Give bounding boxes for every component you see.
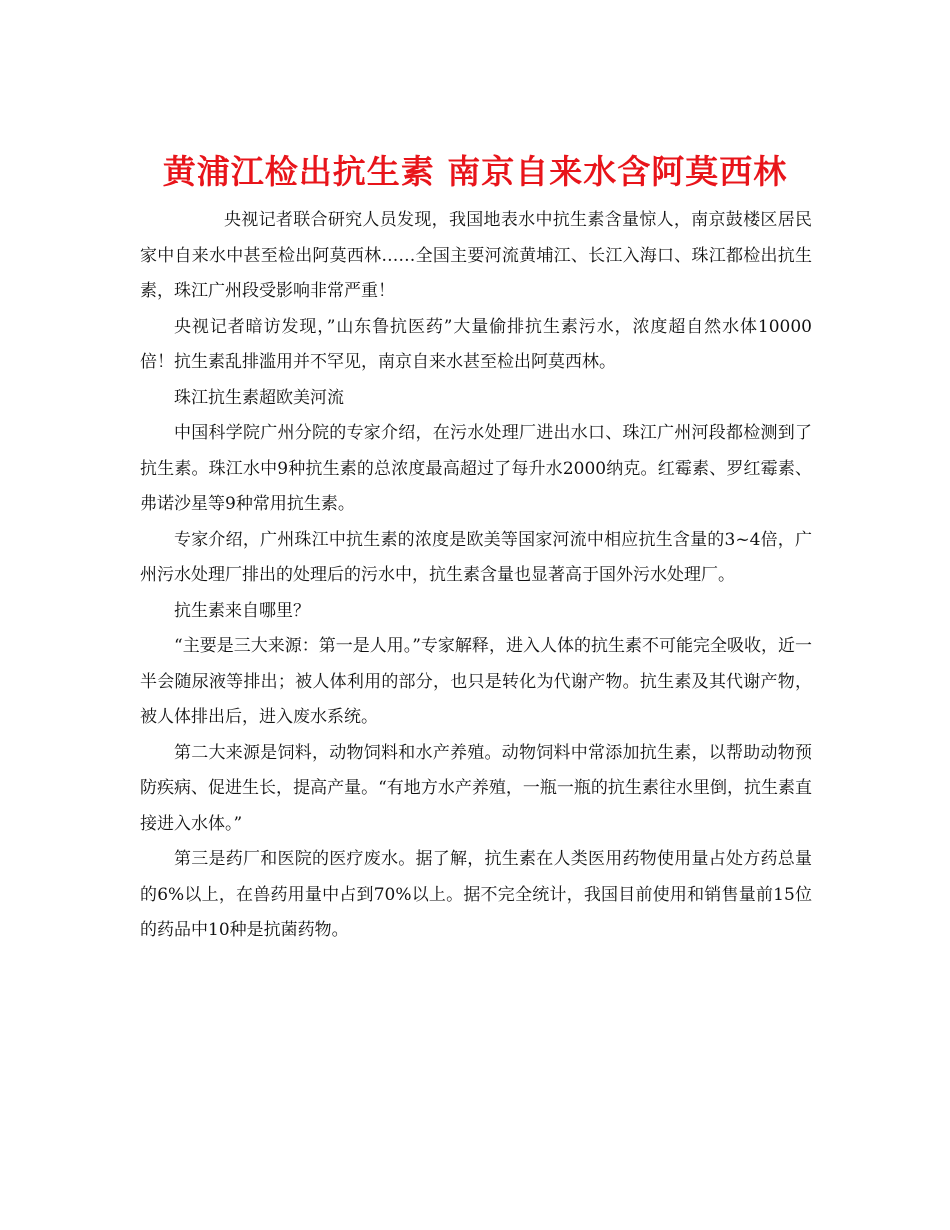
page-title: 黄浦江检出抗生素 南京自来水含阿莫西林 [162, 152, 788, 192]
section-heading-pearl-river: 珠江抗生素超欧美河流 [174, 387, 344, 408]
paragraph-2: 央视记者暗访发现，”山东鲁抗医药”大量偷排抗生素污水，浓度超自然水体10000倍！抗生素乱排滥用并不罕见，南京自来水甚至检出阿莫西林。 [140, 316, 812, 372]
paragraph-6: 第二大来源是饲料，动物饲料和水产养殖。动物饲料中常添加抗生素，以帮助动物预防疾病、促进生长，提高产量。“有地方水产养殖，一瓶一瓶的抗生素往水里倒，抗生素直接进入水体。” [140, 742, 812, 834]
paragraph-5: “主要是三大来源：第一是人用。”专家解释，进入人体的抗生素不可能完全吸收，近一半会随尿液等排出；被人体利用的部分，也只是转化为代谢产物。抗生素及其代谢产物，被人体排出后，进入废水系统。 [140, 636, 812, 727]
paragraph-3: 中国科学院广州分院的专家介绍，在污水处理厂进出水口、珠江广州河段都检测到了抗生素。珠江水中9种抗生素的总浓度最高超过了每升水2000纳克。红霉素、罗红霉素、弗诺沙星等9种常用抗生素。 [140, 423, 812, 514]
paragraph-4: 专家介绍，广州珠江中抗生素的浓度是欧美等国家河流中相应抗生含量的3~4倍，广州污水处理厂排出的处理后的污水中，抗生素含量也显著高于国外污水处理厂。 [140, 529, 812, 585]
paragraph-1: 央视记者联合研究人员发现，我国地表水中抗生素含量惊人，南京鼓楼区居民家中自来水中甚至检出阿莫西林……全国主要河流黄埔江、长江入海口、珠江都检出抗生素，珠江广州段受影响非常严重！ [140, 210, 812, 301]
article-body [140, 203, 812, 949]
paragraph-7: 第三是药厂和医院的医疗废水。据了解，抗生素在人类医用药物使用量占处方药总量的6%以上，在兽药用量中占到70%以上。据不完全统计，我国目前使用和销售量前15位的药品中10种是抗菌药物。 [140, 849, 812, 940]
section-heading-sources: 抗生素来自哪里？ [174, 600, 310, 621]
